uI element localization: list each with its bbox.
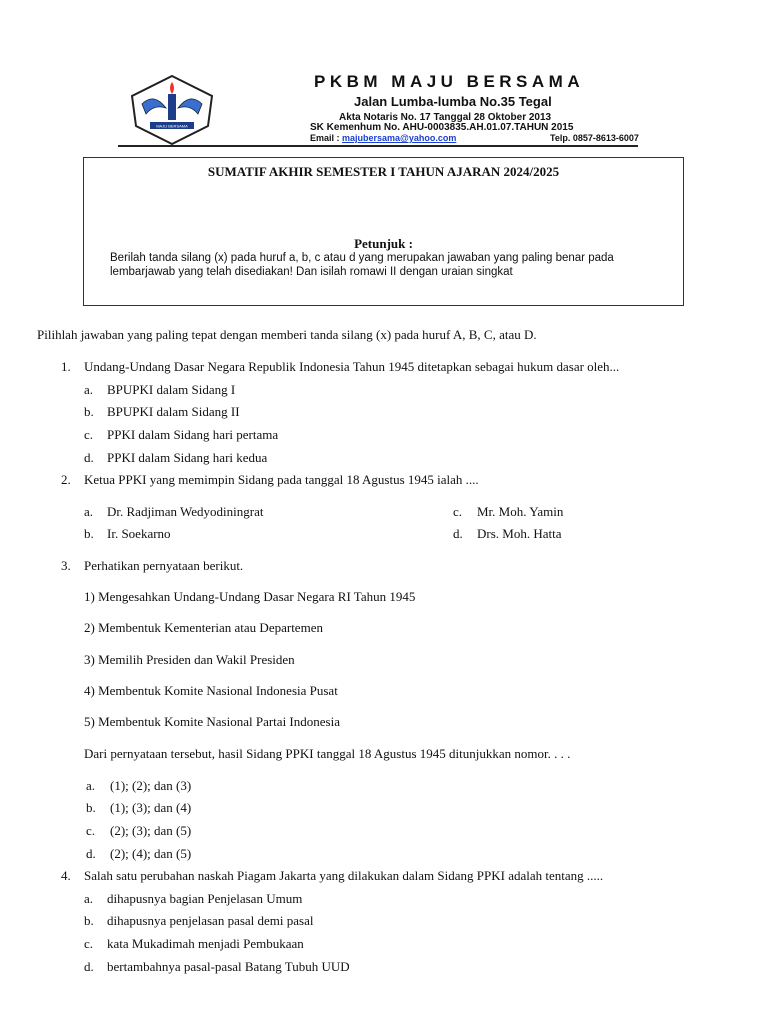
question-text: Perhatikan pernyataan berikut. xyxy=(84,558,244,573)
option-text: (1); (2); dan (3) xyxy=(110,778,192,793)
option-letter: c. xyxy=(84,936,94,951)
option-letter: a. xyxy=(84,891,94,906)
akta-notaris: Akta Notaris No. 17 Tanggal 28 Oktober 2013 xyxy=(339,112,552,123)
option-text: kata Mukadimah menjadi Pembukaan xyxy=(107,936,304,951)
question-text: Undang-Undang Dasar Negara Republik Indonesia Tahun 1945 ditetapkan sebagai hukum dasar oleh... xyxy=(84,359,620,374)
option-letter: b. xyxy=(86,800,96,815)
question-number: 4. xyxy=(61,868,71,883)
option-text: Drs. Moh. Hatta xyxy=(477,526,562,541)
email-line xyxy=(310,133,456,143)
option-letter: d. xyxy=(84,959,94,974)
school-logo xyxy=(128,74,216,146)
option-text: (1); (3); dan (4) xyxy=(110,800,192,815)
option-text: BPUPKI dalam Sidang I xyxy=(107,382,236,397)
statement: 5) Membentuk Komite Nasional Partai Indonesia xyxy=(84,714,340,729)
question-text: Salah satu perubahan naskah Piagam Jakarta yang dilakukan dalam Sidang PPKI adalah tentang ..... xyxy=(84,868,604,883)
question-text: Ketua PPKI yang memimpin Sidang pada tanggal 18 Agustus 1945 ialah .... xyxy=(84,472,479,487)
option-letter: d. xyxy=(86,846,96,861)
instructions xyxy=(110,251,680,279)
option-text: Ir. Soekarno xyxy=(107,526,171,541)
option-text: bertambahnya pasal-pasal Batang Tubuh UUD xyxy=(107,959,350,974)
letterhead xyxy=(118,68,638,148)
school-address: Jalan Lumba-lumba No.35 Tegal xyxy=(354,94,552,109)
phone-number: Telp. 0857-8613-6007 xyxy=(550,133,639,143)
option-letter: a. xyxy=(84,504,94,519)
option-text: PPKI dalam Sidang hari pertama xyxy=(107,427,279,442)
option-letter: d. xyxy=(84,450,94,465)
option-letter: c. xyxy=(86,823,96,838)
header-divider xyxy=(118,145,638,147)
option-letter: b. xyxy=(84,404,94,419)
intro-text: Pilihlah jawaban yang paling tepat dengan memberi tanda silang (x) pada huruf A, B, C, atau D. xyxy=(37,327,537,342)
option-letter: a. xyxy=(86,778,96,793)
option-letter: d. xyxy=(453,526,463,541)
option-letter: b. xyxy=(84,526,94,541)
sk-kemenhum: SK Kemenhum No. AHU-0003835.AH.01.07.TAHUN 2015 xyxy=(310,122,574,133)
option-letter: c. xyxy=(453,504,463,519)
logo-banner: MAJU BERSAMA xyxy=(156,123,188,129)
question-prompt: Dari pernyataan tersebut, hasil Sidang PPKI tanggal 18 Agustus 1945 ditunjukkan nomor. . . . xyxy=(84,746,571,761)
school-name: PKBM MAJU BERSAMA xyxy=(314,72,585,91)
instruction-line: Berilah tanda silang (x) pada huruf a, b, c atau d yang merupakan jawaban yang paling benar pada xyxy=(110,252,614,264)
email-label: Email : xyxy=(310,133,343,143)
petunjuk-label: Petunjuk : xyxy=(354,236,413,251)
exam-title: SUMATIF AKHIR SEMESTER I TAHUN AJARAN 2024/2025 xyxy=(207,164,560,179)
exam-title-box xyxy=(83,157,684,306)
question-number: 1. xyxy=(61,359,71,374)
option-letter: b. xyxy=(84,913,94,928)
option-letter: c. xyxy=(84,427,94,442)
statement: 2) Membentuk Kementerian atau Departemen xyxy=(84,620,323,635)
question-number: 2. xyxy=(61,472,71,487)
option-text: PPKI dalam Sidang hari kedua xyxy=(107,450,268,465)
option-text: dihapusnya bagian Penjelasan Umum xyxy=(107,891,303,906)
option-text: (2); (3); dan (5) xyxy=(110,823,192,838)
option-text: Dr. Radjiman Wedyodiningrat xyxy=(107,504,264,519)
statement: 1) Mengesahkan Undang-Undang Dasar Negara RI Tahun 1945 xyxy=(84,589,416,604)
option-text: Mr. Moh. Yamin xyxy=(477,504,564,519)
email-link[interactable]: majubersama@yahoo.com xyxy=(342,133,457,143)
statement: 4) Membentuk Komite Nasional Indonesia Pusat xyxy=(84,683,338,698)
instruction-line: lembarjawab yang telah disediakan! Dan isilah romawi II dengan uraian singkat xyxy=(110,266,513,278)
question-number: 3. xyxy=(61,558,71,573)
option-letter: a. xyxy=(84,382,94,397)
option-text: dihapusnya penjelasan pasal demi pasal xyxy=(107,913,314,928)
option-text: (2); (4); dan (5) xyxy=(110,846,192,861)
statement: 3) Memilih Presiden dan Wakil Presiden xyxy=(84,652,295,667)
option-text: BPUPKI dalam Sidang II xyxy=(107,404,240,419)
